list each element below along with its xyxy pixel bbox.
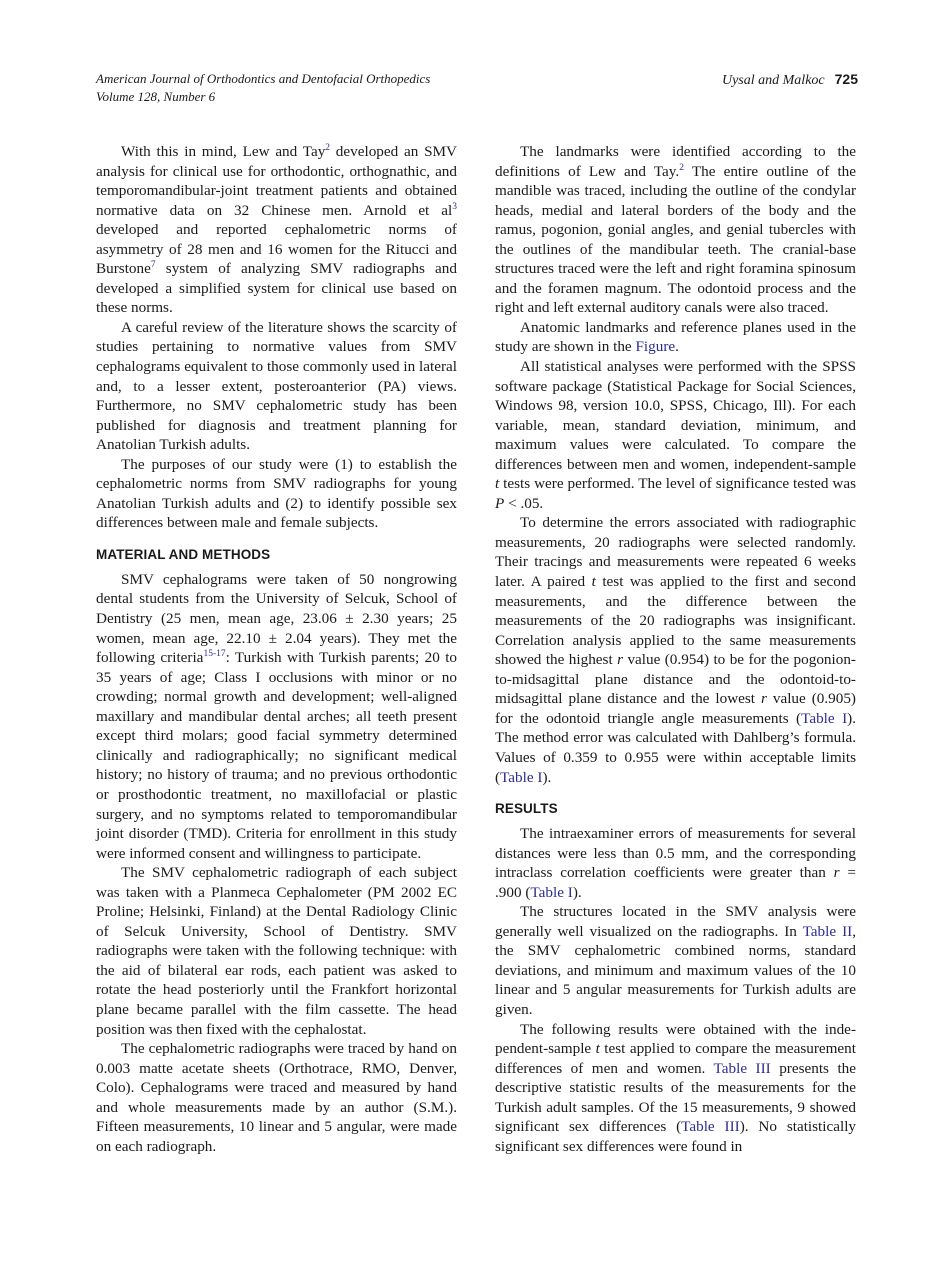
table-i-link[interactable]: Table I [801,709,848,727]
citation-link[interactable]: 2 [679,162,684,173]
running-authors: Uysal and Malkoc [721,73,825,88]
paragraph: The cephalometric radiographs were traced by hand on 0.003 matte acetate sheets (Orthotrace, RMO, Denver, Colo). Cephalograms were traced and measured by hand and whole measurements made by an author (S.M.). Fifteen measurements, 10 linear and 5 angular, were made on each radiograph. [96,1040,457,1155]
section-heading-methods: MATERIAL AND METHODS [96,546,271,562]
table-iii-link[interactable]: Table III [713,1059,771,1077]
paragraph: The landmarks were identified according to the definitions of Lew and Tay.$^2$ The entire outline of the mandible was traced, including the outline of the condylar heads, medial and lateral borders of the body and the ramus, pogonion, gonial angles, and genial tubercles with the outlines of the mandibular teeth. The cranial-base structures traced were the left and right foramina spinosum and the foramen magnum. The odontoid process and the right and left external auditory canals were also traced. [495,143,857,317]
table-i-link[interactable]: Table I [530,883,573,901]
header-right [722,70,858,90]
running-header [96,70,858,106]
paragraph: To determine the errors associated with radiographic measurements, 20 radiographs were selected randomly. Their tracings and measurements were repeated 6 weeks later. A paired t test was applied to the first and second measurements, and the difference between the measurements of the 20 radiographs was insignificant. Correlation analysis applied to the same measurements showed the highest r value (0.954) to be for the pogonion-to-midsagittal plane distance and the odontoid-to-midsagittal plane distance and the lowest r value (0.905) for the odontoid triangle angle measurements (Table I). The method error was calculated with Dahlberg’s formula. Values of 0.359 to 0.955 were within acceptable limits (Table I). [495,514,856,786]
table-iii-link[interactable]: Table III [681,1118,740,1136]
page-number: 725 [834,71,858,87]
paragraph: A careful review of the literature shows the scarcity of studies pertaining to normative values from SMV cephalograms equivalent to those commonly used in lateral and, to a lesser extent, posteroanterior (PA) views. Furthermore, no SMV cephalometric study has been published for diagnosis and treatment planning for Anatolian Turkish adults. [96,318,457,454]
journal-volume: Volume 128, Number 6 [96,89,216,104]
left-column [96,142,457,1156]
paragraph: The SMV cephalometric radiograph of each subject was taken with a Planmeca Cephalometer (PM 2002 EC Proline; Helsinki, Finland) at the Dental Radiology Clinic of Selcuk University, School of Dentistry. SMV radiographs were taken with the following technique: with the aid of bilateral ear rods, each patient was asked to rotate the head posteriorly until the Frankfort horizontal plane became parallel with the film cassette. The head position was then fixed with the cephalostat. [96,864,457,1038]
citation-link[interactable]: 2 [325,142,331,153]
figure-link[interactable]: Figure [635,338,676,356]
paragraph: SMV cephalograms were taken of 50 nongrowing dental students from the University of Selcuk, School of Dentistry (25 men, mean age, 23.06 ± 2.30 years; 25 women, mean age, 22.10 ± 2.04 years). They met the following criteria$^{15-17}$: Turkish with Turkish parents; 20 to 35 years of age; Class I occlusions with minor or no crowding; normal growth and development; well-aligned maxillary and mandibular dental arches; all teeth present except third molars; good facial symmetry determined clinically and radiographically; no significant medical history; no history of trauma; and no previous orthodontic or prosthodontic treatment, no maxillofacial or plastic surgery, and no symptoms related to temporomandibular joint disorder (TMD). Criteria for enrollment in this study were informed consent and willingness to participate. [96,570,458,862]
right-column [495,142,856,1156]
paragraph: The purposes of our study were (1) to establish the cephalometric norms from SMV radiographs for young Anatolian Turkish adults and (2) to identify possible sex differences between male and female subjects. [96,455,457,532]
paragraph: Anatomic landmarks and reference planes used in the study are shown in the Figure. [495,318,856,356]
section-heading-results: RESULTS [495,801,558,817]
journal-title: American Journal of Orthodontics and Dentofacial Orthopedics [96,71,431,86]
paragraph: All statistical analyses were performed with the SPSS software package (Statistical Package for Social Sciences, Windows 98, version 10.0, SPSS, Chicago, Ill). For each variable, mean, standard deviation, minimum, and maximum values were calculated. To compare the differences between men and women, independent-sample t tests were performed. The level of significance tested was P < .05. [495,358,856,512]
table-ii-link[interactable]: Table II [802,922,853,940]
citation-link[interactable]: 15-17 [203,649,226,660]
paragraph: The following results were obtained with the independent-sample t test applied to compare the measurement differences of men and women. Table III presents the descriptive statistic results of the measurements for the Turkish adult samples. Of the 15 measurements, 9 showed significant sex differences (Table III). No statistically significant sex differences were found in [495,1020,857,1155]
paragraph: The intraexaminer errors of measurements for several distances were less than 0.5 mm, and the corresponding intraclass correlation coefficients were greater than r = .900 (Table I). [495,825,857,901]
citation-link[interactable]: 3 [452,201,457,212]
paragraph: With this in mind, Lew and Tay$^2$ developed an SMV analysis for clinical use for orthodontic, orthognathic, and temporomandibular-joint treatment patients and obtained normative data on 32 Chinese men. Arnold et al$^3$ developed and reported cephalometric norms of asymmetry of 28 men and 16 women for the Ritucci and Burstone$^7$ system of analyzing SMV radiographs and developed a simplified system for clinical use based on these norms. [96,142,457,317]
paragraph: The structures located in the SMV analysis were generally well visualized on the radiographs. In Table II, the SMV cephalometric combined norms, standard deviations, and minimum and maximum values of the 10 linear and 5 angular measurements for Turkish adults are given. [495,903,856,1018]
table-i-link[interactable]: Table I [500,768,543,786]
citation-link[interactable]: 7 [150,260,156,271]
